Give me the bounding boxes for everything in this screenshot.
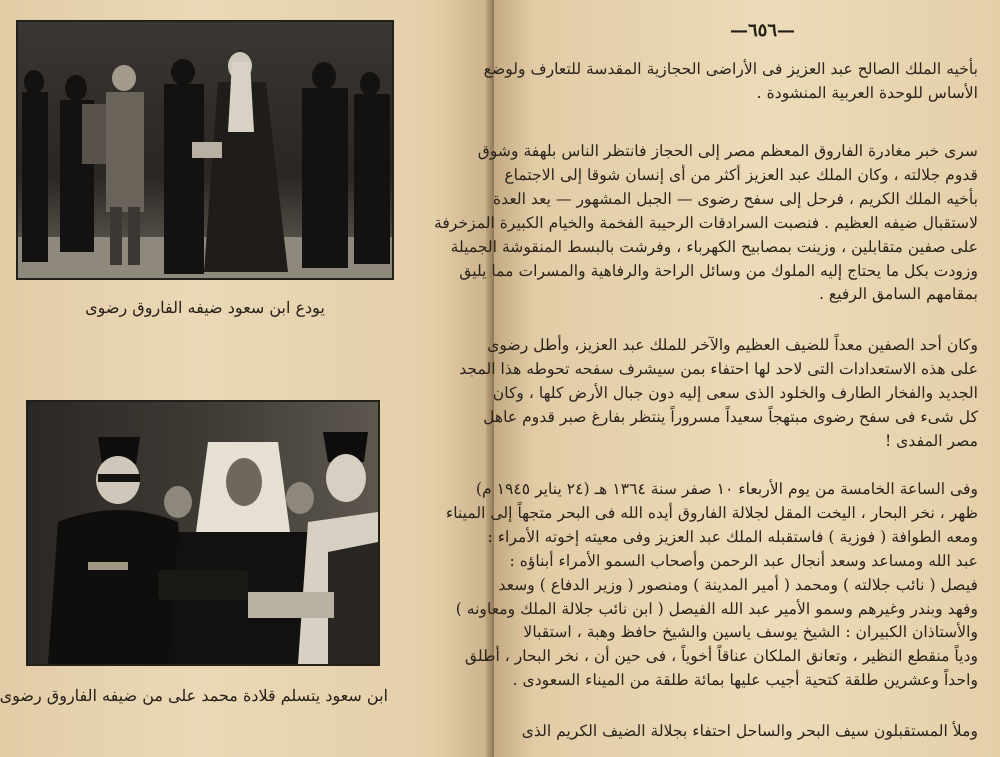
paragraph-1 (483, 58, 978, 106)
paragraph-line: لاستقبال ضيفه العظيم . فنصبت السرادقات الرحيبة الفخمة والخيام الكبيرة المزخرفة (434, 213, 978, 232)
paragraph-line: ومعه الطوافة ( فوزية ) فاستقبله الملك عبد العزيز وفى معيته إخوته الأمراء : (487, 527, 978, 546)
paragraph-line: مصر المفدى ! (884, 431, 978, 450)
page-number: —٦٥٦— (730, 20, 796, 41)
paragraph-line: على صفين متقابلين ، وزينت بمصابيح الكهرباء ، وفرشت بالبسط المنقوشة الجميلة (450, 237, 978, 256)
paragraph-line: بمقامهم السامق الرفيع . (819, 285, 978, 304)
photo-farewell (16, 20, 394, 280)
paragraph-line: على هذه الاستعدادات التى لاحد لها احتفاء بمن سيشرف سفحه تحوطه هذا المجد (459, 359, 978, 378)
paragraph-line: بأخيه الملك الكريم ، فرحل إلى سفح رضوى — الجبل المشهور — يعد العدة (493, 189, 978, 208)
paragraph-line: سرى خبر مغادرة الفاروق المعظم مصر إلى الحجاز فانتظر الناس بلهفة وشوق (477, 142, 978, 160)
left-page (0, 0, 492, 757)
photo-necklace-ceremony (26, 400, 380, 666)
photo-necklace-ceremony-caption: ابن سعود يتسلم قلادة محمد على من ضيفه الفاروق رضوى (0, 686, 388, 705)
paragraph-line: وفهد وبندر وغيرهم وسمو الأمير عبد الله الفيصل ( ابن نائب جلالة الملك ومعاونه ) (455, 599, 978, 618)
paragraph-line: والأستاذان الكبيران : الشيخ يوسف ياسين والشيخ حافظ وهبة ، استقبالا (523, 623, 978, 642)
paragraph-4 (445, 478, 978, 693)
paragraph-line: بأخيه الملك الصالح عبد العزيز فى الأراضى الحجازية المقدسة للتعارف ولوضع (483, 60, 978, 78)
paragraph-line: وكان أحد الصفين معداً للضيف العظيم والآخر للملك عبد العزيز، وأطل رضوى (487, 336, 978, 354)
paragraph-line: الجديد والفخار الطارف والخلود الذى سعى إليه دون جبال الأرض كلها ، وكان (492, 383, 978, 402)
paragraph-2 (434, 140, 978, 307)
paragraph-line: ودياً منقطع النظير ، وتعانق الملكان عناقاً أخوياً ، فى حين أن ، نخر البحار ، أطلق (464, 647, 978, 666)
paragraph-line: فيصل ( نائب جلالته ) ومحمد ( أمير المدينة ) ومنصور ( وزير الدفاع ) وسعد (498, 575, 978, 594)
paragraph-line: وفى الساعة الخامسة من يوم الأربعاء ١٠ صفر سنة ١٣٦٤ هـ (٢٤ يناير ١٩٤٥ م) (475, 480, 978, 498)
paragraph-line: الأساس للوحدة العربية المنشودة . (756, 83, 978, 102)
paragraph-3 (459, 334, 978, 454)
paragraph-line: وزودت بكل ما يحتاج إليه الملوك من وسائل الراحة والرفاهية والمسرات مما يليق (459, 261, 978, 280)
paragraph-line: واحداً وعشرين طلقة كتحية أجيب عليها بمائة طلقة من الميناء السعودى . (512, 671, 978, 690)
photo-farewell-caption: يودع ابن سعود ضيفه الفاروق رضوى (85, 298, 325, 317)
paragraph-5 (521, 720, 978, 744)
paragraph-line: وملأ المستقبلون سيف البحر والساحل احتفاء بجلالة الضيف الكريم الذى (521, 722, 978, 740)
paragraph-line: عبد الله ومساعد وسعد أنجال عبد الرحمن وأصحاب السمو الأمراء أبناؤه : (509, 551, 978, 570)
right-page (434, 0, 1000, 757)
paragraph-line: قدوم جلالته ، وكان الملك عبد العزيز أكثر من أى إنسان شوقا إلى الاجتماع (504, 165, 978, 184)
paragraph-line: ظهر ، نخر البحار ، اليخت المقل لجلالة الفاروق أيده الله فى البحر متجهاً إلى الميناء (445, 503, 978, 522)
paragraph-line: كل شىء فى سفح رضوى مبتهجاً سعيداً مسروراً ينتظر بفارغ صبر قدوم عاهل (483, 407, 978, 426)
